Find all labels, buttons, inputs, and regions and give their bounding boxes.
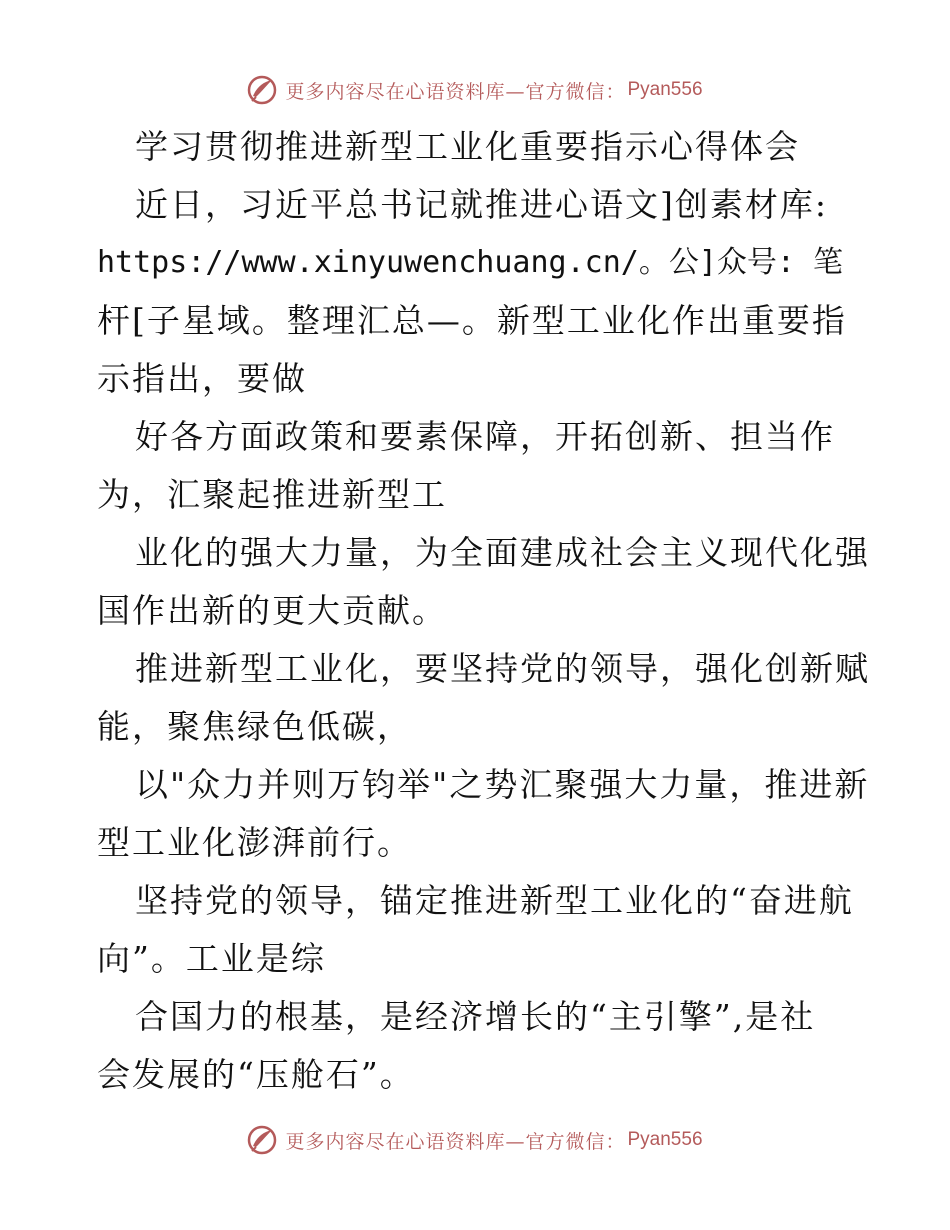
watermark-text: 更多内容尽在心语资料库—官方微信： — [285, 80, 626, 103]
text-line: 坚持党的领导，锚定推进新型工业化的“奋进航 — [135, 881, 854, 920]
document-title: 学习贯彻推进新型工业化重要指示心得体会 — [135, 127, 800, 166]
text-line: 合国力的根基，是经济增长的“主引擎”,是社 — [135, 997, 816, 1036]
text-line: 推进新型工业化，要坚持党的领导，强化创新赋 — [135, 649, 870, 688]
document-body — [97, 118, 870, 1104]
text-line: 会发展的“压舱石”。 — [97, 1055, 415, 1094]
text-line: 杆[子星域。整理汇总—。新型工业化作出重要指 — [97, 301, 847, 340]
watermark-text: 更多内容尽在心语资料库—官方微信： — [285, 1130, 626, 1153]
text-line: 以"众力并则万钧举"之势汇聚强大力量，推进新 — [135, 765, 870, 804]
text-line: 为，汇聚起推进新型工 — [97, 475, 447, 514]
quill-logo-icon — [247, 1125, 277, 1155]
footer-watermark — [0, 1120, 950, 1160]
watermark-wechat-id: Pyan556 — [627, 1129, 703, 1150]
text-line: 向”。工业是综 — [97, 939, 326, 978]
text-line: 示指出，要做 — [97, 359, 307, 398]
text-line: 型工业化澎湃前行。 — [97, 823, 412, 862]
watermark-wechat-id: Pyan556 — [627, 79, 703, 100]
header-watermark — [0, 70, 950, 110]
quill-logo-icon — [247, 75, 277, 105]
text-line: 国作出新的更大贡献。 — [97, 591, 447, 630]
text-line: 好各方面政策和要素保障，开拓创新、担当作 — [135, 417, 835, 456]
text-line: 近日，习近平总书记就推进心语文]创素材库: — [135, 185, 828, 224]
text-line: 业化的强大力量，为全面建成社会主义现代化强 — [135, 533, 870, 572]
text-line: https://www.xinyuwenchuang.cn/。公]众号: 笔 — [97, 245, 844, 280]
text-line: 能，聚焦绿色低碳， — [97, 707, 412, 746]
